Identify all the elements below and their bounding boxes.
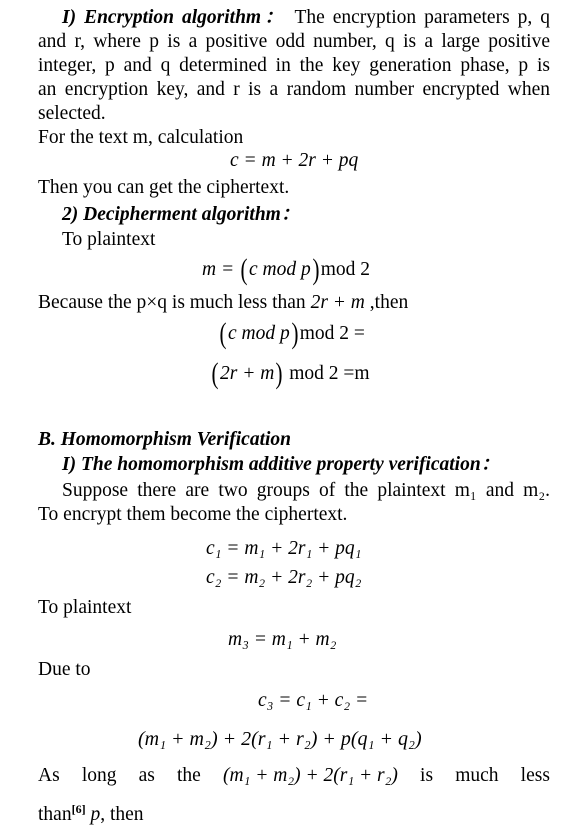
paren-close: ) — [312, 253, 320, 286]
text-span: As — [38, 765, 60, 786]
paragraph-line: To encrypt them become the ciphertext. — [38, 504, 348, 525]
inline-math: (m₁ + m₂) + 2(r₁ + r₂) — [222, 765, 398, 786]
text-span: is — [420, 765, 434, 786]
text-span: The encryption parameters p, q — [294, 7, 550, 28]
paragraph-line: For the text m, calculation — [38, 127, 244, 148]
text-span: as — [138, 765, 155, 786]
paragraph-line: an encryption key, and r is a random number encrypted when — [38, 79, 550, 100]
paren-open: ( — [211, 357, 219, 390]
paragraph-line: Then you can get the ciphertext. — [38, 177, 290, 198]
paragraph-line — [38, 291, 408, 315]
paren-open: ( — [219, 317, 227, 350]
paragraph-line: To plaintext — [38, 597, 132, 618]
section-heading-encryption: I) Encryption algorithm： — [62, 7, 287, 28]
text-span: , then — [100, 804, 144, 825]
equation-step1 — [218, 317, 365, 350]
paragraph-line: Due to — [38, 659, 91, 680]
inline-math: p — [90, 804, 101, 825]
eq-part: mod 2 = — [299, 323, 365, 344]
paragraph-line: Suppose there are two groups of the plaintext m₁ and m₂. — [62, 480, 550, 501]
inline-math: 2r + m — [310, 292, 365, 313]
equation-ciphertext: c = m + 2r + pq — [230, 150, 359, 171]
paragraph-line: and r, where p is a positive odd number, q is a large positive — [38, 31, 550, 52]
eq-part: mod 2 =m — [289, 363, 370, 384]
paragraph-line: To plaintext — [62, 229, 156, 250]
paragraph-line: selected. — [38, 103, 106, 124]
text-span: ,then — [369, 292, 409, 313]
paragraph-line — [38, 797, 144, 827]
paragraph-line — [38, 764, 550, 788]
eq-part: c mod p — [228, 323, 290, 344]
equation-step2 — [210, 357, 370, 390]
equation-decrypt — [202, 253, 371, 286]
text-span: the — [177, 765, 201, 786]
text-span: long — [81, 765, 117, 786]
text-span: Because the p×q is much less than — [38, 292, 306, 313]
eq-part: 2r + m — [220, 363, 275, 384]
text-span: than — [38, 804, 72, 825]
paren-open: ( — [240, 253, 248, 286]
paren-close: ) — [275, 357, 283, 390]
equation-sum: (m₁ + m₂) + 2(r₁ + r₂) + p(q₁ + q₂) — [138, 728, 422, 750]
citation-ref[interactable]: [6] — [71, 802, 86, 816]
eq-part: mod 2 — [320, 259, 371, 280]
paragraph-line: integer, p and q determined in the key generation phase, p is — [38, 55, 550, 76]
text-span: less — [520, 765, 550, 786]
paragraph-line — [62, 6, 550, 30]
equation-c1: c₁ = m₁ + 2r₁ + pq₁ — [206, 538, 362, 559]
section-heading-homomorphism: B. Homomorphism Verification — [38, 429, 291, 450]
text-span: much — [455, 765, 499, 786]
section-heading-decipherment: 2) Decipherment algorithm： — [62, 204, 301, 225]
eq-part: c mod p — [249, 259, 311, 280]
equation-c3: c₃ = c₁ + c₂ = — [258, 690, 369, 711]
equation-c2: c₂ = m₂ + 2r₂ + pq₂ — [206, 567, 362, 588]
equation-m3: m₃ = m₁ + m₂ — [228, 629, 337, 650]
paren-close: ) — [291, 317, 299, 350]
eq-part: m = — [202, 259, 235, 280]
subsection-heading-additive: I) The homomorphism additive property verification： — [62, 454, 501, 475]
